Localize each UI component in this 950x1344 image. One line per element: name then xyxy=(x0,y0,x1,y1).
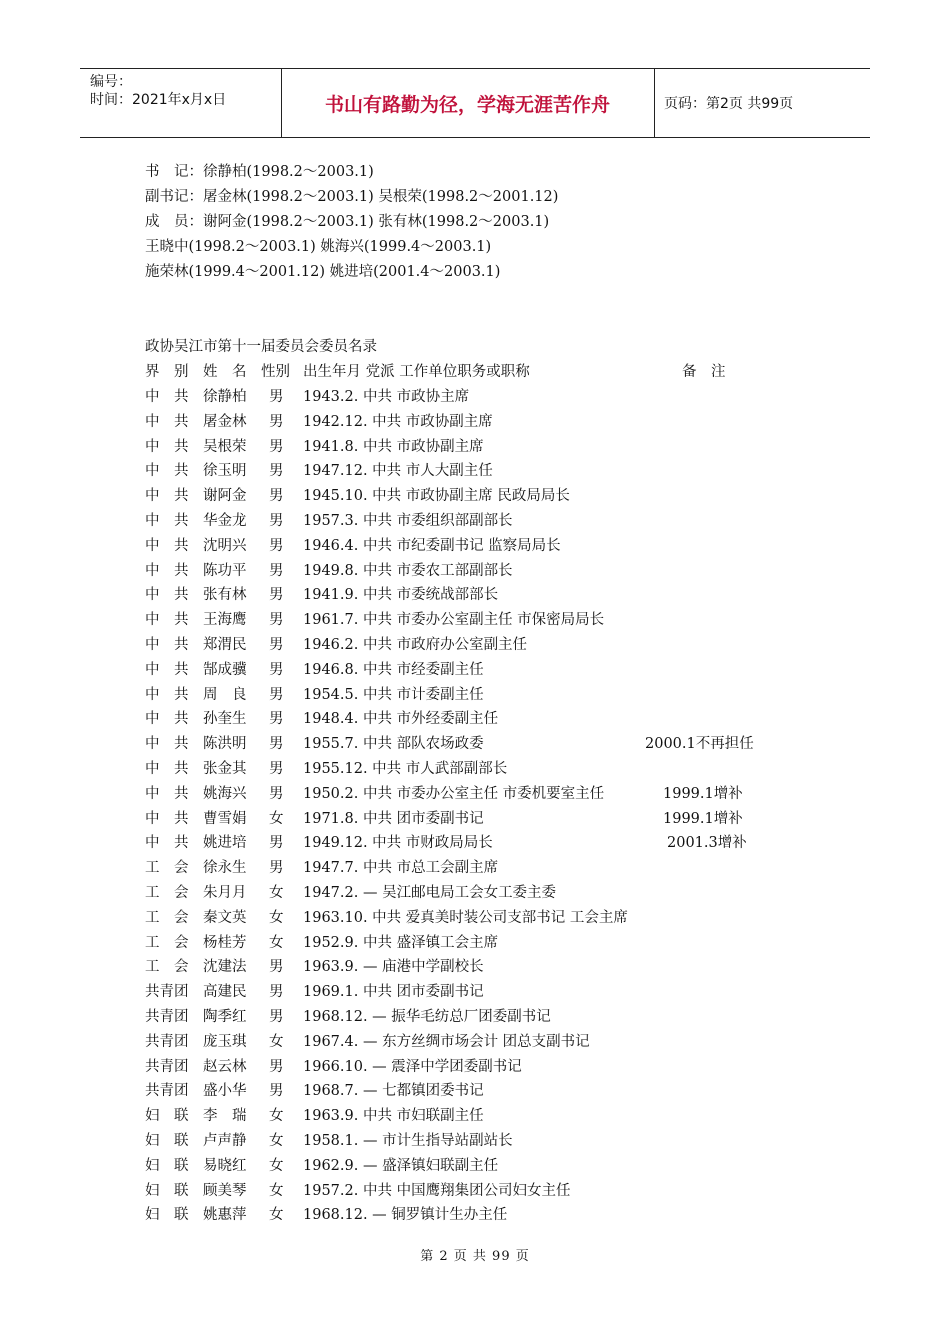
member-details: 1946.8. 中共 市经委副主任 xyxy=(303,661,484,678)
member-sector: 中 共 xyxy=(145,661,189,678)
table-row xyxy=(145,1104,865,1129)
member-sex: 男 xyxy=(269,711,284,728)
table-row xyxy=(145,435,865,460)
leadership-line: 书 记：徐静柏(1998.2～2003.1) xyxy=(145,164,374,180)
member-sex: 女 xyxy=(269,810,284,827)
member-name: 张有林 xyxy=(203,587,247,604)
roster-title: 政协吴江市第十一届委员会委员名录 xyxy=(145,339,377,355)
member-name: 孙奎生 xyxy=(203,711,247,728)
table-row xyxy=(145,955,865,980)
member-sector: 中 共 xyxy=(145,736,189,753)
header-motto: 书山有路勤为径，学海无涯苦作舟 xyxy=(324,93,610,116)
member-sector: 共青团 xyxy=(145,1058,189,1075)
member-sector: 工 会 xyxy=(145,959,189,976)
member-details: 1957.3. 中共 市委组织部副部长 xyxy=(303,512,513,529)
member-sector: 共青团 xyxy=(145,984,189,1001)
column-header-jie: 界 别 xyxy=(145,364,189,380)
member-details: 1942.12. 中共 市政协副主席 xyxy=(303,413,493,430)
member-sex: 男 xyxy=(269,413,284,430)
member-details: 1963.10. 中共 爱真美时装公司支部书记 工会主席 xyxy=(303,909,628,926)
member-note: 2000.1不再担任 xyxy=(645,736,754,753)
table-row xyxy=(145,906,865,931)
member-sex: 男 xyxy=(269,1058,284,1075)
member-sector: 妇 联 xyxy=(145,1157,189,1174)
column-header-note: 备 注 xyxy=(682,364,726,380)
table-row xyxy=(145,707,865,732)
member-sector: 中 共 xyxy=(145,760,189,777)
table-row xyxy=(145,1055,865,1080)
member-name: 周 良 xyxy=(203,686,247,703)
roster-header-row xyxy=(145,360,865,385)
member-name: 吴根荣 xyxy=(203,438,247,455)
member-name: 华金龙 xyxy=(203,512,247,529)
member-note: 1999.1增补 xyxy=(663,810,743,827)
member-details: 1968.12. — 振华毛纺总厂团委副书记 xyxy=(303,1008,551,1025)
member-sector: 共青团 xyxy=(145,1033,189,1050)
member-sex: 男 xyxy=(269,512,284,529)
document-number-label: 编号： xyxy=(90,74,132,90)
member-sector: 中 共 xyxy=(145,537,189,554)
member-sector: 中 共 xyxy=(145,835,189,852)
member-details: 1950.2. 中共 市委办公室主任 市委机要室主任 xyxy=(303,785,605,802)
member-sector: 中 共 xyxy=(145,711,189,728)
member-details: 1963.9. 中共 市妇联副主任 xyxy=(303,1108,484,1125)
member-sex: 女 xyxy=(269,1108,284,1125)
member-name: 易晓红 xyxy=(203,1157,247,1174)
document-date-label: 时间：2021年x月x日 xyxy=(90,92,227,108)
table-row xyxy=(145,1129,865,1154)
table-row xyxy=(145,1079,865,1104)
table-row xyxy=(145,1179,865,1204)
member-sex: 男 xyxy=(269,959,284,976)
member-sector: 工 会 xyxy=(145,934,189,951)
table-row xyxy=(145,1154,865,1179)
member-sex: 女 xyxy=(269,1207,284,1224)
member-sector: 中 共 xyxy=(145,562,189,579)
member-name: 顾美琴 xyxy=(203,1182,247,1199)
table-row xyxy=(145,459,865,484)
table-row xyxy=(145,484,865,509)
member-sex: 男 xyxy=(269,587,284,604)
member-name: 张金其 xyxy=(203,760,247,777)
header-meta xyxy=(90,73,226,109)
member-note: 1999.1增补 xyxy=(663,785,743,802)
member-details: 1952.9. 中共 盛泽镇工会主席 xyxy=(303,934,499,951)
member-name: 郜成骥 xyxy=(203,661,247,678)
member-name: 朱月月 xyxy=(203,884,247,901)
member-sex: 男 xyxy=(269,860,284,877)
member-name: 曹雪娟 xyxy=(203,810,247,827)
member-name: 陈功平 xyxy=(203,562,247,579)
table-row xyxy=(145,1203,865,1228)
member-name: 姚惠萍 xyxy=(203,1207,247,1224)
table-row xyxy=(145,757,865,782)
member-sector: 中 共 xyxy=(145,438,189,455)
member-details: 1954.5. 中共 市计委副主任 xyxy=(303,686,484,703)
member-details: 1949.12. 中共 市财政局局长 xyxy=(303,835,493,852)
table-row xyxy=(145,534,865,559)
table-row xyxy=(145,683,865,708)
member-sex: 男 xyxy=(269,488,284,505)
member-details: 1941.8. 中共 市政协副主席 xyxy=(303,438,484,455)
member-name: 庞玉琪 xyxy=(203,1033,247,1050)
member-sex: 女 xyxy=(269,1182,284,1199)
member-sector: 妇 联 xyxy=(145,1182,189,1199)
section-spacer xyxy=(145,285,865,335)
leadership-list xyxy=(145,160,865,285)
member-sex: 男 xyxy=(269,760,284,777)
member-name: 徐玉明 xyxy=(203,463,247,480)
member-sector: 共青团 xyxy=(145,1083,189,1100)
member-sex: 男 xyxy=(269,661,284,678)
member-name: 谢阿金 xyxy=(203,488,247,505)
table-row xyxy=(145,509,865,534)
member-sex: 男 xyxy=(269,686,284,703)
member-details: 1943.2. 中共 市政协主席 xyxy=(303,389,470,405)
member-details: 1967.4. — 东方丝绸市场会计 团总支副书记 xyxy=(303,1033,590,1050)
member-details: 1963.9. — 庙港中学副校长 xyxy=(303,959,484,976)
member-sex: 男 xyxy=(269,463,284,480)
member-name: 徐静柏 xyxy=(203,389,247,405)
table-row xyxy=(145,980,865,1005)
member-details: 1947.12. 中共 市人大副主任 xyxy=(303,463,493,480)
member-sex: 女 xyxy=(269,1033,284,1050)
member-details: 1947.7. 中共 市总工会副主席 xyxy=(303,860,499,877)
member-sex: 男 xyxy=(269,537,284,554)
column-header-sex: 性别 xyxy=(261,364,290,380)
member-sector: 中 共 xyxy=(145,488,189,505)
member-name: 李 瑞 xyxy=(203,1108,247,1125)
member-sex: 男 xyxy=(269,984,284,1001)
member-name: 王海鹰 xyxy=(203,612,247,629)
document-body xyxy=(145,160,865,1228)
member-details: 1961.7. 中共 市委办公室副主任 市保密局局长 xyxy=(303,612,605,629)
column-header-rest: 出生年月 党派 工作单位职务或职称 xyxy=(303,364,530,380)
table-row xyxy=(145,732,865,757)
member-sex: 男 xyxy=(269,736,284,753)
table-row xyxy=(145,1030,865,1055)
member-sector: 中 共 xyxy=(145,785,189,802)
member-sector: 共青团 xyxy=(145,1008,189,1025)
member-name: 姚海兴 xyxy=(203,785,247,802)
page-header xyxy=(80,68,870,138)
leadership-line: 成 员：谢阿金(1998.2～2003.1) 张有林(1998.2～2003.1) xyxy=(145,214,550,230)
member-sex: 男 xyxy=(269,438,284,455)
member-name: 秦文英 xyxy=(203,909,247,926)
table-row xyxy=(145,856,865,881)
member-sex: 男 xyxy=(269,389,284,405)
member-details: 1969.1. 中共 团市委副书记 xyxy=(303,984,484,1001)
member-name: 姚进培 xyxy=(203,835,247,852)
member-details: 1966.10. — 震泽中学团委副书记 xyxy=(303,1058,522,1075)
member-sex: 女 xyxy=(269,1132,284,1149)
member-sector: 中 共 xyxy=(145,636,189,653)
member-sector: 妇 联 xyxy=(145,1108,189,1125)
member-details: 1955.12. 中共 市人武部副部长 xyxy=(303,760,508,777)
member-sex: 女 xyxy=(269,909,284,926)
table-row xyxy=(145,831,865,856)
member-sex: 男 xyxy=(269,1083,284,1100)
member-sex: 男 xyxy=(269,612,284,629)
member-details: 1971.8. 中共 团市委副书记 xyxy=(303,810,484,827)
member-name: 陶季红 xyxy=(203,1008,247,1025)
member-sector: 中 共 xyxy=(145,587,189,604)
header-page-label: 页码：第2页 共99页 xyxy=(664,96,794,112)
member-name: 盛小华 xyxy=(203,1083,247,1100)
leadership-line: 王晓中(1998.2～2003.1) 姚海兴(1999.4～2003.1) xyxy=(145,239,492,255)
table-row xyxy=(145,658,865,683)
member-details: 1958.1. — 市计生指导站副站长 xyxy=(303,1132,513,1149)
column-header-name: 姓 名 xyxy=(203,364,247,380)
member-sector: 妇 联 xyxy=(145,1207,189,1224)
table-row xyxy=(145,931,865,956)
member-name: 郑渭民 xyxy=(203,636,247,653)
member-sector: 中 共 xyxy=(145,810,189,827)
member-sex: 女 xyxy=(269,884,284,901)
leadership-line: 副书记：屠金林(1998.2～2003.1) 吴根荣(1998.2～2001.12) xyxy=(145,189,559,205)
member-name: 沈明兴 xyxy=(203,537,247,554)
member-name: 屠金林 xyxy=(203,413,247,430)
table-row xyxy=(145,583,865,608)
table-row xyxy=(145,608,865,633)
member-details: 1957.2. 中共 中国鹰翔集团公司妇女主任 xyxy=(303,1182,571,1199)
header-divider xyxy=(654,69,655,137)
table-row xyxy=(145,559,865,584)
member-sex: 女 xyxy=(269,1157,284,1174)
member-details: 1946.4. 中共 市纪委副书记 监察局局长 xyxy=(303,537,561,554)
table-row xyxy=(145,410,865,435)
roster-table xyxy=(145,385,865,1228)
table-row xyxy=(145,881,865,906)
member-sector: 中 共 xyxy=(145,463,189,480)
member-sex: 男 xyxy=(269,785,284,802)
member-details: 1947.2. — 吴江邮电局工会女工委主委 xyxy=(303,884,557,901)
leadership-line: 施荣林(1999.4～2001.12) 姚进培(2001.4～2003.1) xyxy=(145,264,501,280)
table-row xyxy=(145,807,865,832)
member-name: 陈洪明 xyxy=(203,736,247,753)
member-name: 高建民 xyxy=(203,984,247,1001)
member-details: 1948.4. 中共 市外经委副主任 xyxy=(303,711,499,728)
member-details: 1941.9. 中共 市委统战部部长 xyxy=(303,587,499,604)
member-note: 2001.3增补 xyxy=(667,835,747,852)
member-sector: 工 会 xyxy=(145,909,189,926)
member-sex: 女 xyxy=(269,934,284,951)
member-sex: 男 xyxy=(269,636,284,653)
table-row xyxy=(145,385,865,410)
member-name: 赵云林 xyxy=(203,1058,247,1075)
member-name: 沈建法 xyxy=(203,959,247,976)
member-sector: 妇 联 xyxy=(145,1132,189,1149)
member-sector: 中 共 xyxy=(145,512,189,529)
member-details: 1968.7. — 七都镇团委书记 xyxy=(303,1083,484,1100)
member-sex: 男 xyxy=(269,562,284,579)
member-sector: 中 共 xyxy=(145,612,189,629)
member-sector: 工 会 xyxy=(145,860,189,877)
table-row xyxy=(145,633,865,658)
member-details: 1945.10. 中共 市政协副主席 民政局局长 xyxy=(303,488,570,505)
member-sex: 男 xyxy=(269,835,284,852)
table-row xyxy=(145,782,865,807)
member-name: 杨桂芳 xyxy=(203,934,247,951)
member-name: 徐永生 xyxy=(203,860,247,877)
member-sector: 中 共 xyxy=(145,686,189,703)
member-details: 1962.9. — 盛泽镇妇联副主任 xyxy=(303,1157,499,1174)
member-details: 1968.12. — 铜罗镇计生办主任 xyxy=(303,1207,508,1224)
member-sector: 中 共 xyxy=(145,389,189,405)
member-details: 1949.8. 中共 市委农工部副部长 xyxy=(303,562,513,579)
member-details: 1946.2. 中共 市政府办公室副主任 xyxy=(303,636,528,653)
member-sex: 男 xyxy=(269,1008,284,1025)
member-name: 卢声静 xyxy=(203,1132,247,1149)
member-sector: 中 共 xyxy=(145,413,189,430)
page-footer: 第 2 页 共 99 页 xyxy=(420,1249,530,1264)
member-details: 1955.7. 中共 部队农场政委 xyxy=(303,736,484,753)
member-sector: 工 会 xyxy=(145,884,189,901)
table-row xyxy=(145,1005,865,1030)
